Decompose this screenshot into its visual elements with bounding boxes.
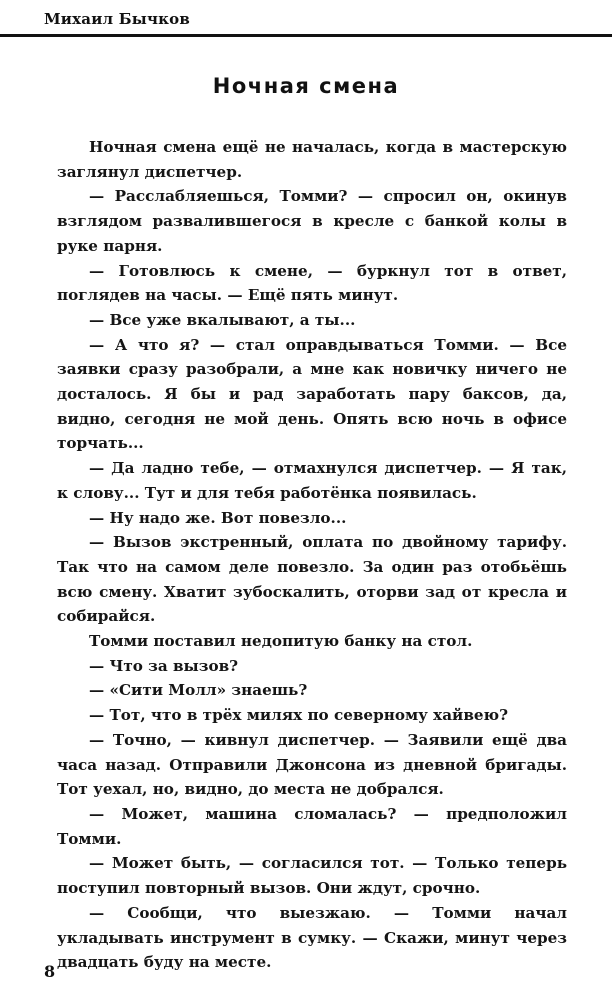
paragraph: — Готовлюсь к смене, — буркнул тот в ответ, поглядев на часы. — Ещё пять минут.	[57, 261, 567, 305]
paragraph: Ночная смена ещё не началась, когда в мастерскую заглянул диспетчер.	[57, 138, 567, 181]
paragraph: — Вызов экстренный, оплата по двойному тарифу. Так что на самом деле повезло. За один раз отобьёшь всю смену. Хватит зубоскалить, оторви зад от кресла и собирайся.	[57, 533, 567, 626]
paragraph: — Ну надо же. Вот повезло...	[89, 508, 347, 527]
body-text	[57, 135, 567, 975]
chapter-title: Ночная смена	[212, 74, 400, 98]
paragraph: — Расслабляешься, Томми? — спросил он, окинув взглядом развалившегося в кресле с банкой колы в руке парня.	[57, 187, 567, 255]
paragraph: — Да ладно тебе, — отмахнулся диспетчер. — Я так, к слову... Тут и для тебя работёнка появилась.	[57, 459, 567, 502]
paragraph: Томми поставил недопитую банку на стол.	[89, 632, 473, 651]
paragraph: — Может, машина сломалась? — предположил Томми.	[57, 804, 567, 848]
paragraph: — «Сити Молл» знаешь?	[89, 681, 308, 700]
paragraph: — Сообщи, что выезжаю. — Томми начал укладывать инструмент в сумку. — Скажи, минут через двадцать буду на месте.	[57, 903, 567, 972]
paragraph: — Точно, — кивнул диспетчер. — Заявили ещё два часа назад. Отправили Джонсона из дневной бригады. Тот уехал, но, видно, до места не добрался.	[57, 730, 567, 799]
paragraph: — А что я? — стал оправдываться Томми. — Все заявки сразу разобрали, а мне как новичку ничего не досталось. Я бы и рад заработать пару баксов, да, видно, сегодня не мой день. Опять всю ночь в офисе торчать...	[57, 335, 567, 453]
paragraph: — Все уже вкалывают, а ты...	[89, 310, 356, 329]
header-rule	[0, 34, 612, 37]
running-head: Михаил Бычков	[44, 10, 191, 28]
paragraph: — Что за вызов?	[89, 656, 239, 675]
paragraph: — Может быть, — согласился тот. — Только теперь поступил повторный вызов. Они ждут, срочно.	[57, 854, 567, 898]
page-number: 8	[44, 962, 56, 981]
paragraph: — Тот, что в трёх милях по северному хайвею?	[89, 706, 509, 725]
